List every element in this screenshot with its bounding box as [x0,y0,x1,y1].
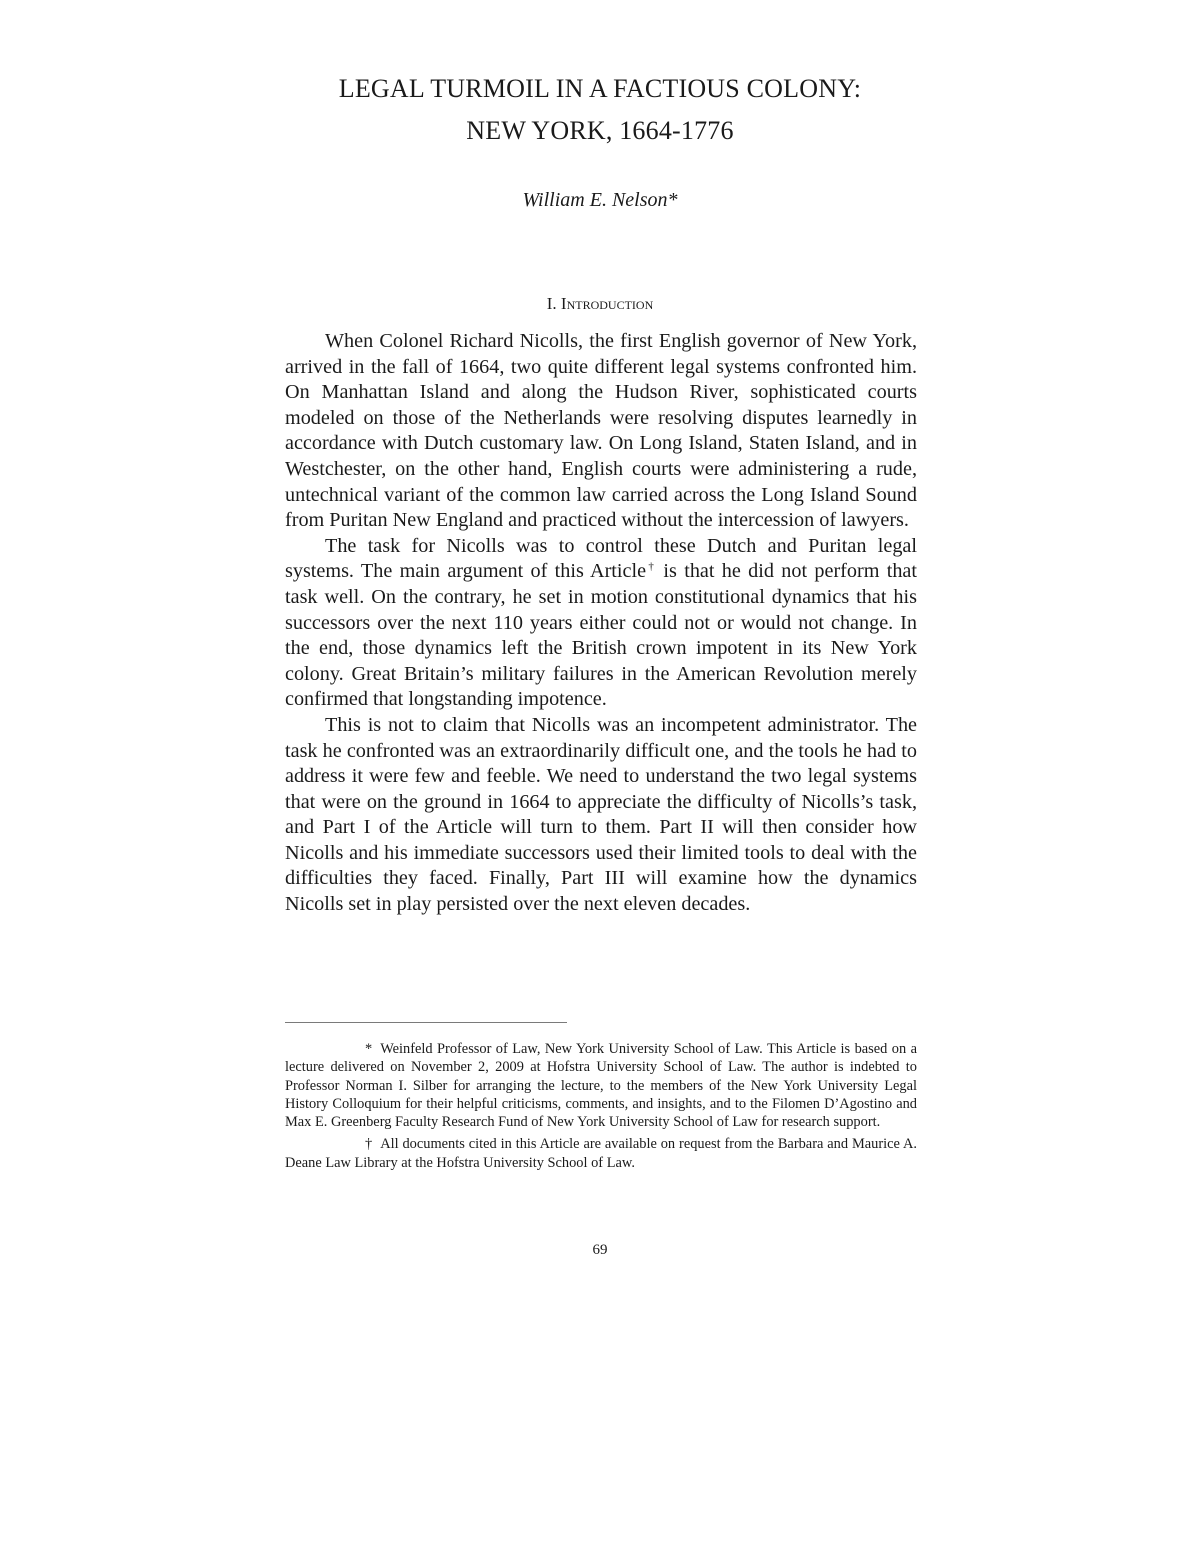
article-title-line-1: LEGAL TURMOIL IN A FACTIOUS COLONY: [338,74,862,103]
paragraph-text: is that he did not perform that task well. On the contrary, he set in motion constitutional dynamics that his successors over the next 110 years either could not or would not change. In the end, those dynamics left the British crown impotent in its New York colony. Great Britain’s military failures in the American Revolution merely confirmed that longstanding impotence. [285,560,917,711]
body-paragraph: When Colonel Richard Nicolls, the first English governor of New York, arrived in the fall of 1664, two quite different legal systems confronted him. On Manhattan Island and along the Hudson River, sophisticated courts modeled on those of the Netherlands were resolving disputes learnedly in accordance with Dutch customary law. On Long Island, Staten Island, and in Westchester, on the other hand, English courts were administering a rude, untechnical variant of the common law carried across the Long Island Sound from Puritan New England and practiced without the intercession of lawyers. [285,330,917,532]
footnote-marker: † [365,1136,373,1153]
footnote-marker: † [646,560,657,573]
article-body [285,329,917,918]
footnotes [285,1040,917,1176]
footnote [285,1135,917,1172]
footnote [285,1040,917,1131]
footnote-text: All documents cited in this Article are available on request from the Barbara and Maurice A. Deane Law Library at the Hofstra University School of Law. [285,1136,917,1171]
body-paragraph: This is not to claim that Nicolls was an incompetent administrator. The task he confronted was an extraordinarily difficult one, and the tools he had to address it were few and feeble. We need to understand the two legal systems that were on the ground in 1664 to appreciate the difficulty of Nicolls’s task, and Part I of the Article will turn to them. Part II will then consider how Nicolls and his immediate successors used their limited tools to deal with the difficulties they faced. Finally, Part III will examine how the dynamics Nicolls set in play persisted over the next eleven decades. [285,713,917,916]
section-heading: I. Introduction [546,294,654,313]
footnote-marker: * [365,1041,373,1057]
body-paragraph [285,534,917,713]
paragraph-text: The task for Nicolls was to control these Dutch and Puritan legal systems. The main argument of this Article [285,534,917,583]
author-name: William E. Nelson* [522,189,678,211]
footnote-divider [285,1022,567,1023]
footnote-text: Weinfeld Professor of Law, New York University School of Law. This Article is based on a lecture delivered on November 2, 2009 at Hofstra University School of Law. The author is indebted to Professor Norman I. Silber for arranging the lecture, to the members of the New York University Legal History Colloquium for their helpful criticisms, comments, and insights, and to the Filomen D’Agostino and Max E. Greenberg Faculty Research Fund of New York University School of Law for research support. [285,1041,917,1131]
page-number: 69 [592,1242,608,1258]
article-title-line-2: NEW YORK, 1664-1776 [466,116,734,145]
